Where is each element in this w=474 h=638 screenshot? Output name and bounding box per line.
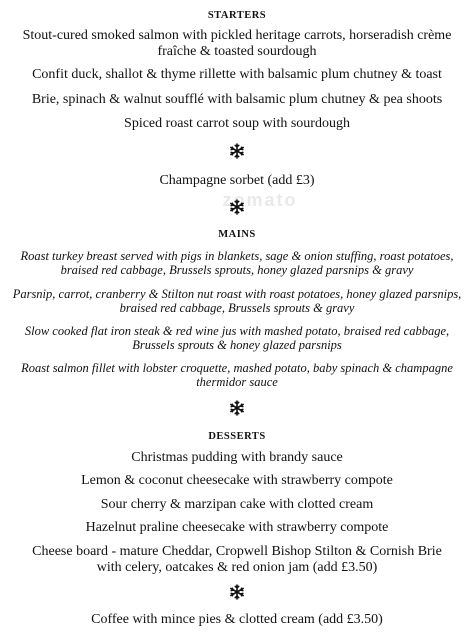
sorbet-item: Champagne sorbet (add £3) xyxy=(159,173,315,188)
dessert-item: Sour cherry & marzipan cake with clotted cream xyxy=(100,497,374,512)
starters-heading: STARTERS xyxy=(207,10,267,21)
snowflake-icon xyxy=(229,400,245,416)
watermark: zomato xyxy=(222,190,298,210)
snowflake-icon xyxy=(229,199,245,215)
dessert-item: Christmas pudding with brandy sauce xyxy=(131,450,343,465)
starter-item: Confit duck, shallot & thyme rillette with balsamic plum chutney & toast xyxy=(32,67,442,82)
main-item: Roast turkey breast served with pigs in blankets, sage & onion stuffing, roast potatoes, braised red cabbage, Brussels sprouts, honey glazed parsnips & gravy xyxy=(20,249,454,277)
mains-heading: MAINS xyxy=(218,229,256,240)
main-item: Roast salmon fillet with lobster croquette, mashed potato, baby spinach & champagne thermidor sauce xyxy=(21,361,453,389)
dessert-item: Cheese board - mature Cheddar, Cropwell Bishop Stilton & Cornish Brie with celery, oatcakes & red onion jam (add £3.50) xyxy=(32,544,442,575)
dessert-item: Hazelnut praline cheesecake with strawberry compote xyxy=(85,520,389,535)
snowflake-icon xyxy=(229,143,245,159)
snowflake-icon xyxy=(229,584,245,600)
desserts-heading: DESSERTS xyxy=(208,431,266,442)
main-item: Parsnip, carrot, cranberry & Stilton nut roast with roast potatoes, honey glazed parsnips, braised red cabbage, Brussels sprouts & gravy xyxy=(12,287,462,315)
coffee-item: Coffee with mince pies & clotted cream (add £3.50) xyxy=(91,612,383,627)
dessert-item: Lemon & coconut cheesecake with strawberry compote xyxy=(81,473,393,488)
starter-item: Stout-cured smoked salmon with pickled heritage carrots, horseradish crème fraîche & toasted sourdough xyxy=(22,28,452,59)
main-item: Slow cooked flat iron steak & red wine jus with mashed potato, braised red cabbage, Brussels sprouts & honey glazed parsnips xyxy=(24,324,450,352)
starter-item: Spiced roast carrot soup with sourdough xyxy=(124,116,350,131)
starter-item: Brie, spinach & walnut soufflé with balsamic plum chutney & pea shoots xyxy=(31,92,443,107)
